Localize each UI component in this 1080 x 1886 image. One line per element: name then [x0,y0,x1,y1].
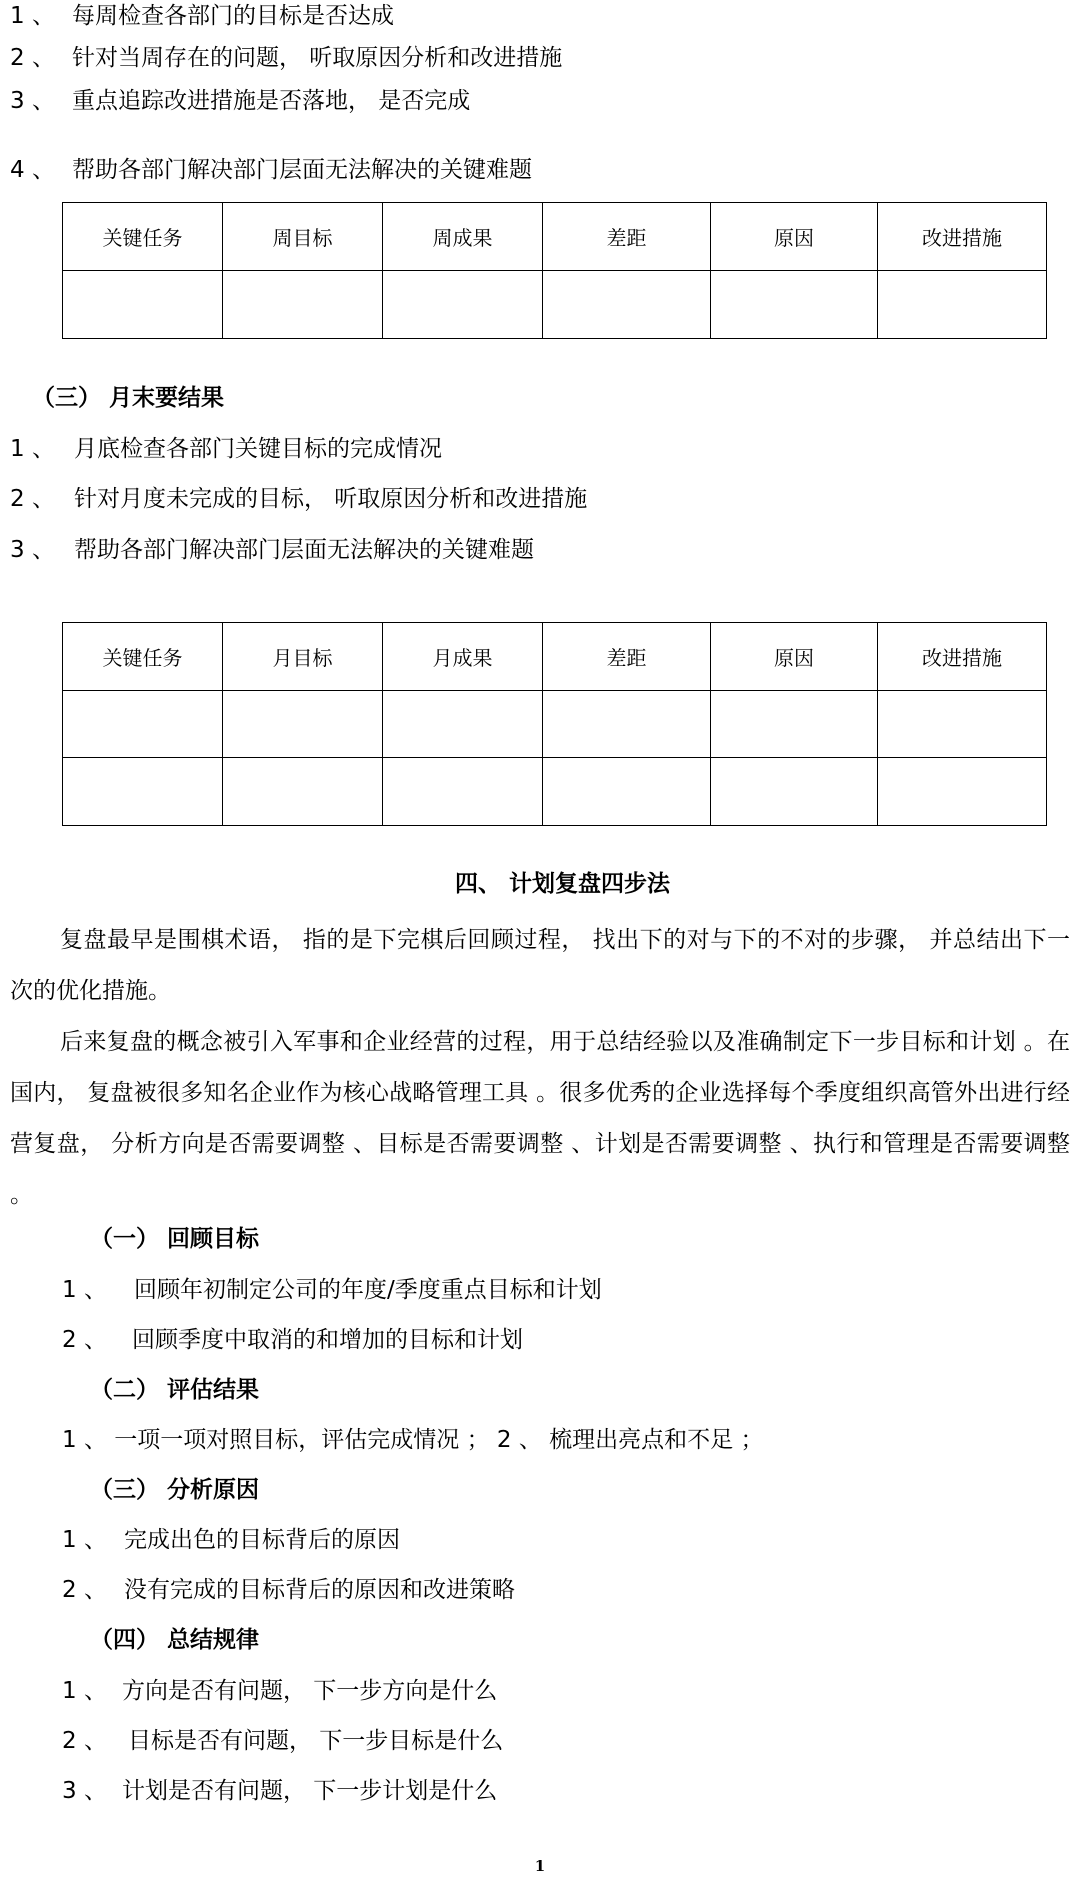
weekly-list-item: 4 、 帮助各部门解决部门层面无法解决的关键难题 [10,157,532,183]
table-cell [223,758,383,826]
step-list-item: 1 、 回顾年初制定公司的年度/季度重点目标和计划 [62,1277,602,1303]
table-header-cell: 原因 [711,203,878,271]
table-header-cell: 改进措施 [878,203,1047,271]
table-header-cell: 月成果 [383,623,543,691]
table-header-cell: 关键任务 [63,203,223,271]
table-cell [711,271,878,339]
step-heading: （四） 总结规律 [90,1627,260,1653]
table-row [63,758,1047,826]
table-cell [711,758,878,826]
table-cell [878,758,1047,826]
table-header-row [63,203,1047,271]
step-list-item: 1 、 完成出色的目标背后的原因 [62,1527,400,1553]
step-list-item: 2 、 回顾季度中取消的和增加的目标和计划 [62,1327,523,1353]
weekly-list-item: 1 、 每周检查各部门的目标是否达成 [10,3,394,29]
table-cell [383,758,543,826]
table-header-cell: 关键任务 [63,623,223,691]
weekly-list-item: 3 、 重点追踪改进措施是否落地， 是否完成 [10,88,471,114]
table-cell [711,691,878,758]
table-cell [223,691,383,758]
table-cell [543,271,711,339]
step-list-item: 3 、 计划是否有问题， 下一步计划是什么 [62,1778,498,1804]
table-cell [878,691,1047,758]
monthly-review-table [62,622,1047,826]
weekly-list-item: 2 、 针对当周存在的问题， 听取原因分析和改进措施 [10,45,563,71]
table-cell [878,271,1047,339]
monthly-heading: （三） 月末要结果 [32,385,225,411]
step-list-item: 1 、 方向是否有问题， 下一步方向是什么 [62,1678,498,1704]
table-cell [383,691,543,758]
table-header-cell: 差距 [543,623,711,691]
table-row [63,691,1047,758]
paragraph: 复盘最早是围棋术语， 指的是下完棋后回顾过程， 找出下的对与下的不对的步骤， 并总结出下一次的优化措施。 [10,927,1070,1004]
table-cell [223,271,383,339]
monthly-list-item: 3 、 帮助各部门解决部门层面无法解决的关键难题 [10,537,534,563]
table-row [63,271,1047,339]
monthly-list-item: 1 、 月底检查各部门关键目标的完成情况 [10,436,442,462]
table-header-cell: 周目标 [223,203,383,271]
table-cell [383,271,543,339]
table-cell [63,271,223,339]
table-header-cell: 原因 [711,623,878,691]
section-title: 四、 计划复盘四步法 [455,871,671,897]
table-cell [543,691,711,758]
table-cell [63,691,223,758]
step-list-item: 1 、 一项一项对照目标，评估完成情况 ； 2 、 梳理出亮点和不足 ； [62,1427,764,1453]
table-header-cell: 周成果 [383,203,543,271]
table-cell [63,758,223,826]
table-header-cell: 月目标 [223,623,383,691]
step-heading: （二） 评估结果 [90,1377,260,1403]
table-header-row [63,623,1047,691]
page-number: 1 [534,1857,546,1875]
paragraph: 后来复盘的概念被引入军事和企业经营的过程，用于总结经验以及准确制定下一步目标和计划 。在国内， 复盘被很多知名企业作为核心战略管理工具 。很多优秀的企业选择每个季度组织高管外出进行经营复盘， 分析方向是否需要调整 、目标是否需要调整 、计划是否需要调整 、执行和管理是否需要调整 。 [10,1029,1070,1208]
step-list-item: 2 、 没有完成的目标背后的原因和改进策略 [62,1577,515,1603]
weekly-review-table [62,202,1047,339]
table-cell [543,758,711,826]
table-header-cell: 改进措施 [878,623,1047,691]
step-heading: （三） 分析原因 [90,1477,260,1503]
table-header-cell: 差距 [543,203,711,271]
step-heading: （一） 回顾目标 [90,1226,260,1252]
step-list-item: 2 、 目标是否有问题， 下一步目标是什么 [62,1728,504,1754]
monthly-list-item: 2 、 针对月度未完成的目标， 听取原因分析和改进措施 [10,486,588,512]
